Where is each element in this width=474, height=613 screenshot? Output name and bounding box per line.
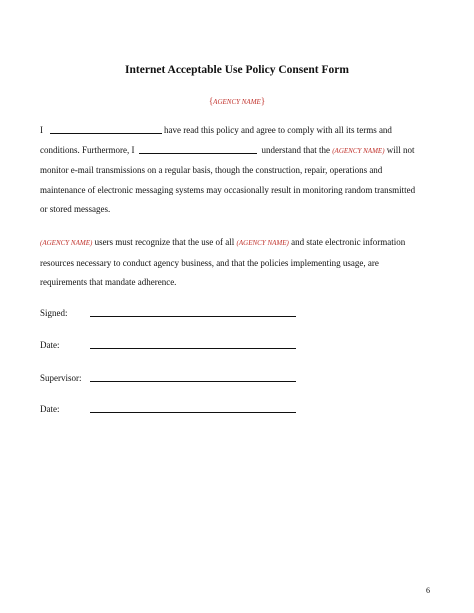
- consent-text-2a: conditions. Furthermore, I: [40, 144, 135, 155]
- supervisor-line[interactable]: [90, 381, 296, 382]
- date-line[interactable]: [90, 348, 296, 349]
- date-label: Date:: [40, 340, 60, 350]
- agency-name-inline-a: (AGENCY NAME): [40, 239, 93, 247]
- supervisor-label: Supervisor:: [40, 373, 82, 383]
- usage-line-2: resources necessary to conduct agency business, and that the policies implementing usage, are: [40, 257, 379, 268]
- consent-line-4: maintenance of electronic messaging systems may occasionally result in monitoring random transmitted: [40, 184, 416, 195]
- supervisor-date-line[interactable]: [90, 412, 296, 413]
- consent-paragraph: [40, 121, 440, 220]
- page-number: 6: [426, 586, 430, 595]
- supervisor-date-label: Date:: [40, 404, 60, 414]
- name-blank-field[interactable]: [50, 123, 162, 134]
- agency-header-open-brace: {: [208, 96, 214, 106]
- consent-line-2: [40, 141, 440, 162]
- usage-line-1: [40, 233, 440, 254]
- consent-pronoun: I: [40, 125, 43, 135]
- form-title: Internet Acceptable Use Policy Consent Form: [125, 64, 349, 76]
- signed-line[interactable]: [90, 316, 296, 317]
- consent-line-5: or stored messages.: [40, 204, 111, 214]
- signed-label: Signed:: [40, 308, 68, 318]
- usage-line-3: requirements that mandate adherence.: [40, 277, 177, 287]
- consent-line-3: monitor e-mail transmissions on a regular basis, though the construction, repair, operations and: [40, 165, 383, 175]
- agency-name-header: [0, 96, 474, 106]
- consent-line-1: [40, 121, 440, 141]
- agency-name-inline: (AGENCY NAME): [332, 146, 385, 155]
- agency-header-close-brace: }: [260, 96, 266, 106]
- consent-text-1: have read this policy and agree to comply with all its terms and: [164, 125, 392, 135]
- usage-text-1b: and state electronic information: [291, 237, 406, 247]
- usage-text-1a: users must recognize that the use of all: [94, 237, 235, 247]
- consent-text-2c: will not: [386, 144, 415, 155]
- agency-name-inline-b: (AGENCY NAME): [236, 239, 289, 247]
- agency-header-name: AGENCY NAME: [213, 98, 261, 106]
- name-blank-field-2[interactable]: [139, 143, 257, 154]
- usage-paragraph: [40, 233, 440, 293]
- consent-text-2b: understand that the: [261, 144, 330, 155]
